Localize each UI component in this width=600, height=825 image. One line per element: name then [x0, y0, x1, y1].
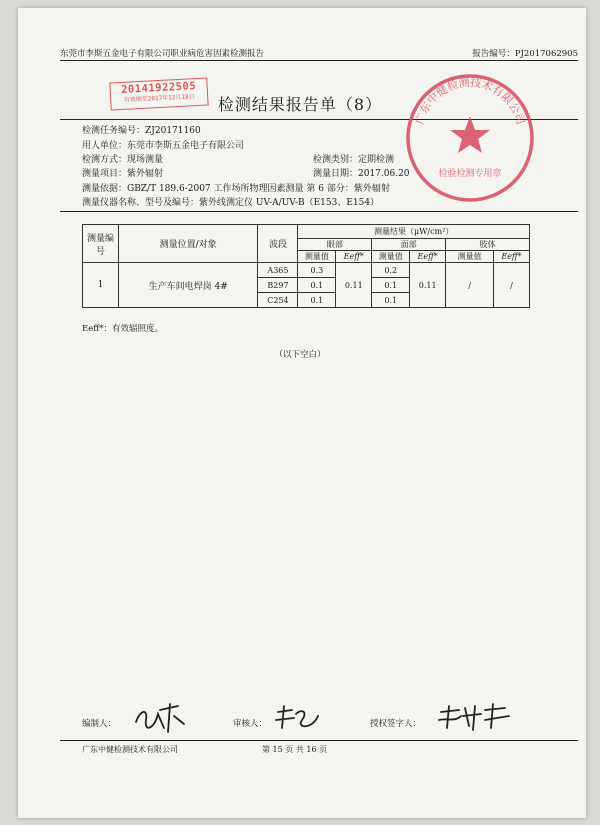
- seal-purpose-text: 检验检测专用章: [438, 169, 502, 179]
- instrument: 测量仪器名称、型号及编号：紫外线测定仪 UV-A/UV-B（E153、E154）: [82, 198, 380, 208]
- header-location: 测量位置/对象: [118, 225, 258, 263]
- cell-no: 1: [83, 263, 119, 308]
- header-face-eff: Eeff*: [410, 251, 446, 263]
- header-eye-value: 测量值: [298, 251, 336, 263]
- info-rule: [60, 211, 578, 212]
- header-result: 测量结果（μW/cm²）: [298, 225, 530, 239]
- measurement-date: 测量日期：2017.06.20: [313, 169, 410, 179]
- employer: 用人单位：东莞市李斯五金电子有限公司: [82, 141, 245, 151]
- header-eye: 眼部: [298, 239, 372, 251]
- header-eye-eff: Eeff*: [336, 251, 372, 263]
- stamp-number: 20141922505: [120, 80, 197, 96]
- reviewed-by-label: 审核人：: [233, 719, 268, 729]
- cell-eye-value: 0.1: [298, 278, 336, 293]
- stamp-validity: 有效期至2017年12月18日: [123, 93, 195, 104]
- task-number: 检测任务编号：ZJ20171160: [82, 126, 201, 136]
- measurement-basis: 测量依据：GBZ/T 189.6-2007 工作场所物理因素测量 第 6 部分：紫外辐射: [82, 184, 390, 194]
- header-limb-eff: Eeff*: [493, 251, 529, 263]
- header-face: 面部: [372, 239, 446, 251]
- page-number: 第 15 页 共 16 页: [262, 745, 328, 754]
- detection-method: 检测方式：现场测量: [82, 155, 164, 165]
- cell-face-value: 0.2: [372, 263, 410, 278]
- detection-category: 检测类别：定期检测: [313, 155, 395, 165]
- header-measure-no: 测量编号: [83, 225, 119, 263]
- page-title: 检测结果报告单（8）: [217, 95, 383, 114]
- measurement-item: 测量项目：紫外辐射: [82, 169, 164, 179]
- header-band: 波段: [258, 225, 298, 263]
- report-number: 报告编号：PJ2017062905: [472, 49, 578, 59]
- seal-org-text: 广东中健检测技术有限公司: [413, 76, 527, 126]
- header-limb: 肢体: [446, 239, 530, 251]
- cell-band: C254: [258, 293, 298, 308]
- prepared-by-label: 编制人：: [82, 719, 117, 729]
- results-table: [82, 224, 530, 308]
- authorized-signature: [435, 702, 515, 734]
- seal-star-icon: [450, 116, 490, 153]
- footer-company: 广东中健检测技术有限公司: [82, 745, 178, 754]
- cell-limb-value: /: [446, 263, 494, 308]
- cell-location: 生产车间电焊岗 4#: [118, 263, 258, 308]
- header-title: 东莞市李斯五金电子有限公司职业病危害因素检测报告: [60, 49, 265, 59]
- header-rule: [60, 60, 578, 61]
- cell-eye-value: 0.3: [298, 263, 336, 278]
- authorized-signatory-label: 授权签字人：: [370, 719, 422, 729]
- header-face-value: 测量值: [372, 251, 410, 263]
- footnote: Eeff*：有效辐照度。: [82, 324, 164, 334]
- company-seal: [400, 68, 540, 208]
- cell-eye-value: 0.1: [298, 293, 336, 308]
- cell-face-value: 0.1: [372, 293, 410, 308]
- cell-eye-eff: 0.11: [336, 263, 372, 308]
- cell-face-value: 0.1: [372, 278, 410, 293]
- cell-band: A365: [258, 263, 298, 278]
- header-limb-value: 测量值: [446, 251, 494, 263]
- cell-band: B297: [258, 278, 298, 293]
- cell-limb-eff: /: [493, 263, 529, 308]
- cell-face-eff: 0.11: [410, 263, 446, 308]
- blank-below-note: （以下空白）: [274, 350, 326, 360]
- footer-rule: [60, 740, 578, 741]
- prepared-by-signature: [130, 700, 190, 736]
- reviewed-by-signature: [272, 704, 324, 734]
- table-row: [83, 263, 530, 278]
